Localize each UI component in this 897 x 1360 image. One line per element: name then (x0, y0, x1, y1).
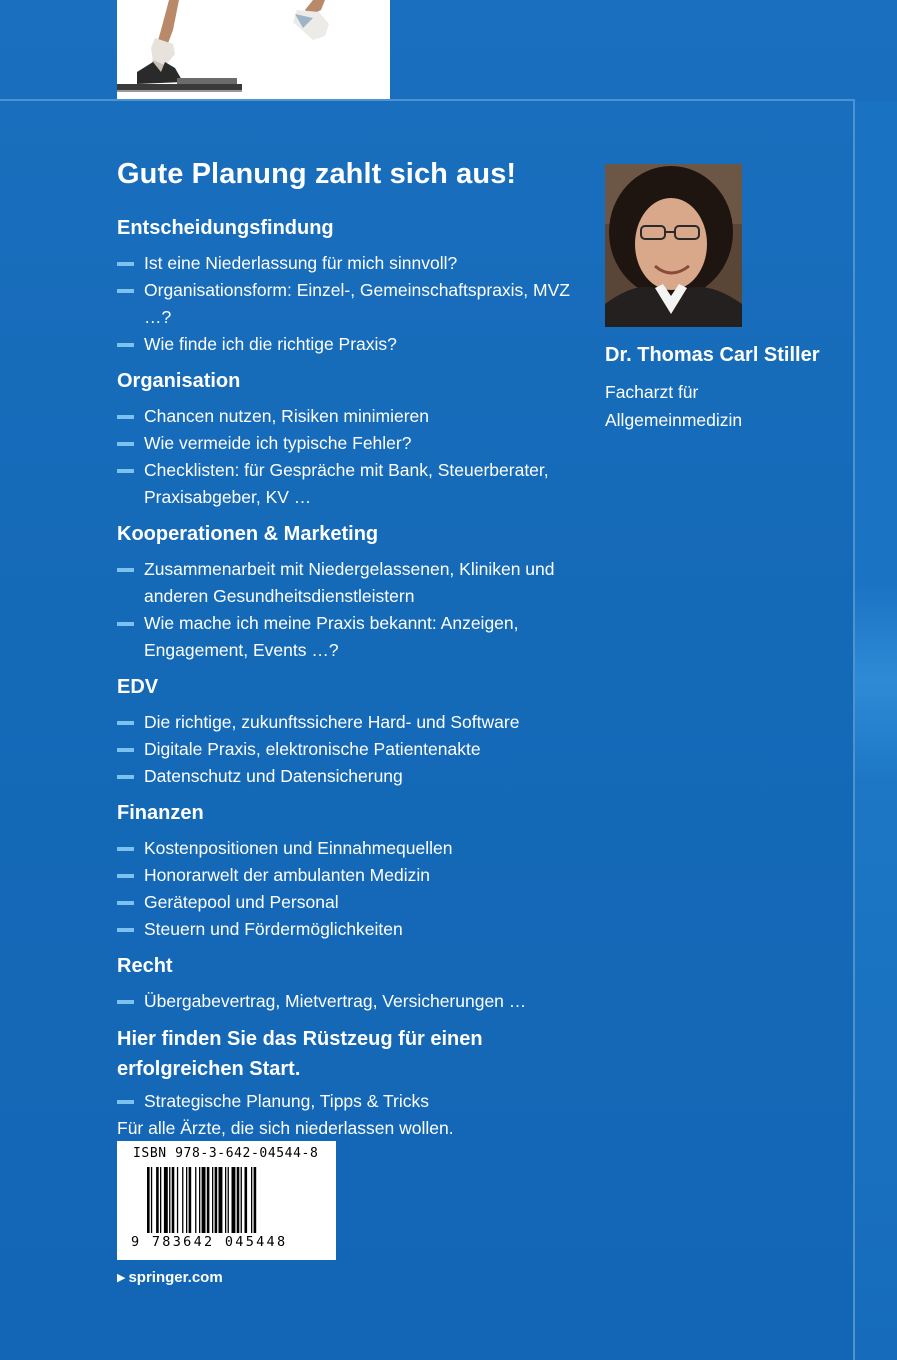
barcode-bar (156, 1167, 159, 1233)
barcode-bar (177, 1167, 178, 1233)
list-item-text: Zusammenarbeit mit Niedergelassenen, Kliniken und anderen Gesundheitsdienstleistern (144, 559, 555, 606)
section-finanzen (117, 799, 597, 943)
section-title: EDV (117, 676, 159, 698)
frame-line-horizontal (0, 99, 855, 101)
list-item (117, 862, 597, 889)
publisher-link[interactable] (117, 1269, 223, 1286)
list-item-text: Gerätepool und Personal (144, 892, 339, 912)
target-audience-text: Für alle Ärzte, die sich niederlassen wollen. (117, 1118, 454, 1138)
dash-bullet-icon (117, 622, 134, 626)
barcode-bar (164, 1167, 168, 1233)
list-item-text: Die richtige, zukunftssichere Hard- und Software (144, 712, 520, 732)
sprinter-feet-illustration (117, 0, 390, 99)
list-item (117, 889, 597, 916)
section-entscheidungsfindung (117, 214, 597, 358)
section-kooperationen-marketing (117, 520, 597, 664)
dash-bullet-icon (117, 415, 134, 419)
list-item (117, 430, 597, 457)
dash-bullet-icon (117, 1000, 134, 1004)
section-organisation (117, 367, 597, 511)
author-title-line: Facharzt für (605, 382, 699, 402)
triangle-right-icon: ▶ (117, 1272, 126, 1284)
section-title: Organisation (117, 370, 241, 392)
list-item (117, 250, 597, 277)
headline: Gute Planung zahlt sich aus! (117, 158, 517, 190)
list-item-text: Ist eine Niederlassung für mich sinnvoll? (144, 253, 458, 273)
content-column (117, 214, 597, 1151)
author-portrait (605, 164, 742, 327)
section-title: Finanzen (117, 802, 204, 824)
list-item (117, 988, 597, 1015)
barcode-bar (169, 1167, 170, 1233)
barcode-bar (202, 1167, 206, 1233)
list-item (117, 331, 597, 358)
barcode-bar (172, 1167, 175, 1233)
barcode-bar (212, 1167, 213, 1233)
list-item (117, 709, 597, 736)
list-item-text: Strategische Planung, Tipps & Tricks (144, 1091, 429, 1111)
dash-bullet-icon (117, 568, 134, 572)
dash-bullet-icon (117, 469, 134, 473)
list-item-text: Checklisten: für Gespräche mit Bank, Steuerberater, Praxisabgeber, KV … (144, 460, 549, 507)
publisher-url: springer.com (128, 1269, 223, 1286)
list-item (117, 610, 597, 664)
dash-bullet-icon (117, 289, 134, 293)
author-portrait-illustration (605, 164, 742, 327)
dash-bullet-icon (117, 748, 134, 752)
barcode-bar (147, 1167, 150, 1233)
barcode-icon (147, 1167, 317, 1233)
section-recht (117, 952, 597, 1015)
barcode-bar (207, 1167, 210, 1233)
barcode-bar (219, 1167, 223, 1233)
list-item (117, 916, 597, 943)
barcode-bar (195, 1167, 196, 1233)
barcode-bar (245, 1167, 248, 1233)
barcode-bar (241, 1167, 242, 1233)
dash-bullet-icon (117, 775, 134, 779)
section-title: Entscheidungsfindung (117, 217, 334, 239)
list-item (117, 835, 597, 862)
barcode-bar (186, 1167, 187, 1233)
barcode-bar (189, 1167, 192, 1233)
author-title-line: Allgemeinmedizin (605, 410, 743, 430)
list-item-text: Übergabevertrag, Mietvertrag, Versicherungen … (144, 991, 527, 1011)
closing-headline: Hier finden Sie das Rüstzeug für einen erfolgreichen Start. (117, 1028, 483, 1080)
section-final (117, 1024, 597, 1142)
right-edge-strip (855, 101, 897, 1360)
list-item (117, 457, 597, 511)
barcode-bar (251, 1167, 252, 1233)
barcode-bar (225, 1167, 226, 1233)
list-item-text: Wie mache ich meine Praxis bekannt: Anzeigen, Engagement, Events …? (144, 613, 519, 660)
isbn-number: ISBN 978-3-642-04544-8 (133, 1146, 319, 1161)
dash-bullet-icon (117, 262, 134, 266)
list-item-text: Wie vermeide ich typische Fehler? (144, 433, 412, 453)
list-item (117, 277, 597, 331)
list-item-text: Kostenpositionen und Einnahmequellen (144, 838, 453, 858)
barcode-box (117, 1141, 336, 1260)
barcode-bar (232, 1167, 236, 1233)
dash-bullet-icon (117, 874, 134, 878)
list-item-text: Chancen nutzen, Risiken minimieren (144, 406, 429, 426)
list-item-text: Wie finde ich die richtige Praxis? (144, 334, 397, 354)
list-item-text: Datenschutz und Datensicherung (144, 766, 403, 786)
author-title (605, 378, 825, 434)
section-title: Kooperationen & Marketing (117, 523, 379, 545)
list-item (117, 736, 597, 763)
section-title: Recht (117, 955, 173, 977)
barcode-bar (215, 1167, 218, 1233)
barcode-bar (237, 1167, 240, 1233)
dash-bullet-icon (117, 721, 134, 725)
list-item-text: Digitale Praxis, elektronische Patientenakte (144, 739, 481, 759)
list-item (117, 403, 597, 430)
dash-bullet-icon (117, 928, 134, 932)
barcode-bar (151, 1167, 152, 1233)
list-item (117, 556, 597, 610)
author-name: Dr. Thomas Carl Stiller (605, 344, 820, 366)
barcode-digits: 9 783642 045448 (131, 1234, 288, 1250)
sprinter-photo (117, 0, 390, 99)
list-item (117, 1088, 597, 1115)
list-item-text: Steuern und Fördermöglichkeiten (144, 919, 403, 939)
barcode-bar (160, 1167, 161, 1233)
dash-bullet-icon (117, 442, 134, 446)
dash-bullet-icon (117, 343, 134, 347)
dash-bullet-icon (117, 1100, 134, 1104)
barcode-bar (254, 1167, 257, 1233)
list-item-text: Organisationsform: Einzel-, Gemeinschaftspraxis, MVZ …? (144, 280, 570, 327)
section-edv (117, 673, 597, 790)
dash-bullet-icon (117, 847, 134, 851)
dash-bullet-icon (117, 901, 134, 905)
list-item-text: Honorarwelt der ambulanten Medizin (144, 865, 430, 885)
barcode-bar (228, 1167, 229, 1233)
barcode-bar (182, 1167, 183, 1233)
list-item (117, 763, 597, 790)
barcode-bar (199, 1167, 200, 1233)
